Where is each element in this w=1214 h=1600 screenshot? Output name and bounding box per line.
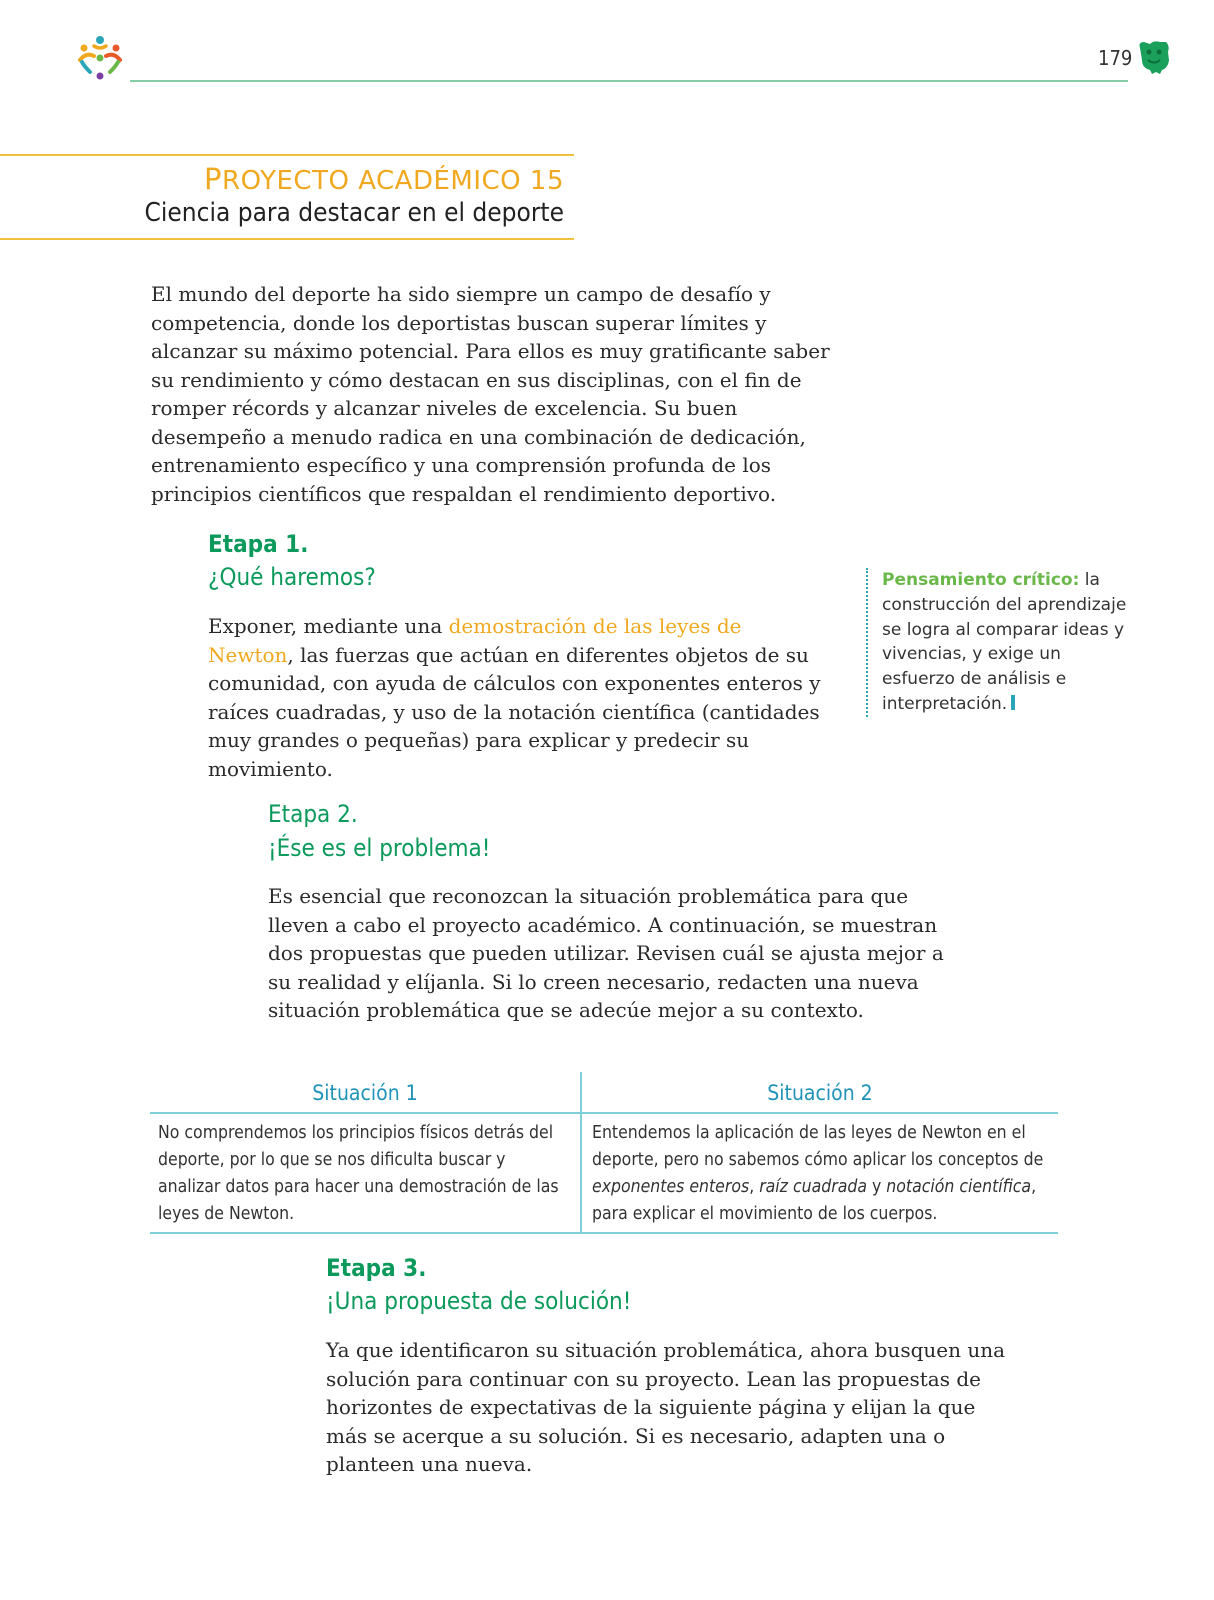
- situation-2: [580, 1072, 1058, 1234]
- project-title: PROYECTO ACADÉMICO 15: [204, 162, 564, 196]
- people-circle-logo-icon: [72, 32, 128, 84]
- situation-2-title: Situación 2: [582, 1072, 1058, 1114]
- header-divider: [130, 80, 1128, 82]
- situation-1: [150, 1072, 580, 1234]
- end-mark-icon: [1011, 695, 1015, 710]
- stage3-label: Etapa 3.: [326, 1254, 427, 1282]
- stage1-question: ¿Qué haremos?: [208, 563, 376, 591]
- project-title-block: [0, 154, 574, 240]
- stage2-paragraph: Es esencial que reconozcan la situación problemática para que lleven a cabo el proyecto académico. A continuación, se muestran dos propuestas que pueden utilizar. Revisen cuál se ajusta mejor a su realidad y elíjanla. Si lo creen necesario, redacten una nueva situación problemática que se adecúe mejor a su contexto.: [268, 884, 944, 1022]
- stage3-paragraph: Ya que identificaron su situación problemática, ahora busquen una solución para continuar con su proyecto. Lean las propuestas de horizontes de expectativas de la siguiente página y elijan la que más se acerque a su solución. Si es necesario, adapten una o planteen una nueva.: [326, 1338, 1006, 1476]
- stage3-question: ¡Una propuesta de solución!: [326, 1287, 632, 1315]
- situation-1-text: No comprendemos los principios físicos detrás del deporte, por lo que se nos dificulta buscar y analizar datos para hacer una demostración de las leyes de Newton.: [150, 1114, 580, 1234]
- situation-1-title: Situación 1: [150, 1072, 580, 1114]
- intro-paragraph: El mundo del deporte ha sido siempre un campo de desafío y competencia, donde los deportistas buscan superar límites y alcanzar su máximo potencial. Para ellos es muy gratificante saber su rendimiento y cómo destacan en sus disciplinas, con el fin de romper récords y alcanzar niveles de excelencia. Su buen desempeño a menudo radica en una combinación de dedicación, entrenamiento específico y una comprensión profunda de los principios científicos que respaldan el rendimiento deportivo.: [151, 282, 830, 506]
- newton-highlight: demostración de las leyes de Newton: [208, 614, 742, 667]
- project-subtitle: Ciencia para destacar en el deporte: [144, 198, 564, 228]
- stage2-label: Etapa 2.: [268, 800, 358, 828]
- page-number: 179: [1098, 46, 1133, 70]
- green-mascot-icon: [1136, 38, 1172, 76]
- stage1-label: Etapa 1.: [208, 530, 309, 558]
- stage2-question: ¡Ése es el problema!: [268, 834, 491, 862]
- critical-thinking-note: Pensamiento crítico: la construcción del aprendizaje se logra al comparar ideas y vivencias, y exige un esfuerzo de análisis e interpretación.: [866, 568, 1136, 717]
- situations-table: [150, 1072, 1058, 1234]
- situation-2-text: Entendemos la aplicación de las leyes de Newton en el deporte, pero no sabemos cómo aplicar los conceptos de exponentes enteros, raíz cuadrada y notación científica, para explicar el movimiento de los cuerpos.: [582, 1114, 1058, 1234]
- stage1-paragraph: Exponer, mediante una demostración de las leyes de Newton, las fuerzas que actúan en diferentes objetos de su comunidad, con ayuda de cálculos con exponentes enteros y raíces cuadradas, y uso de la notación científica (cantidades muy grandes o pequeñas) para explicar y predecir su movimiento.: [208, 614, 821, 781]
